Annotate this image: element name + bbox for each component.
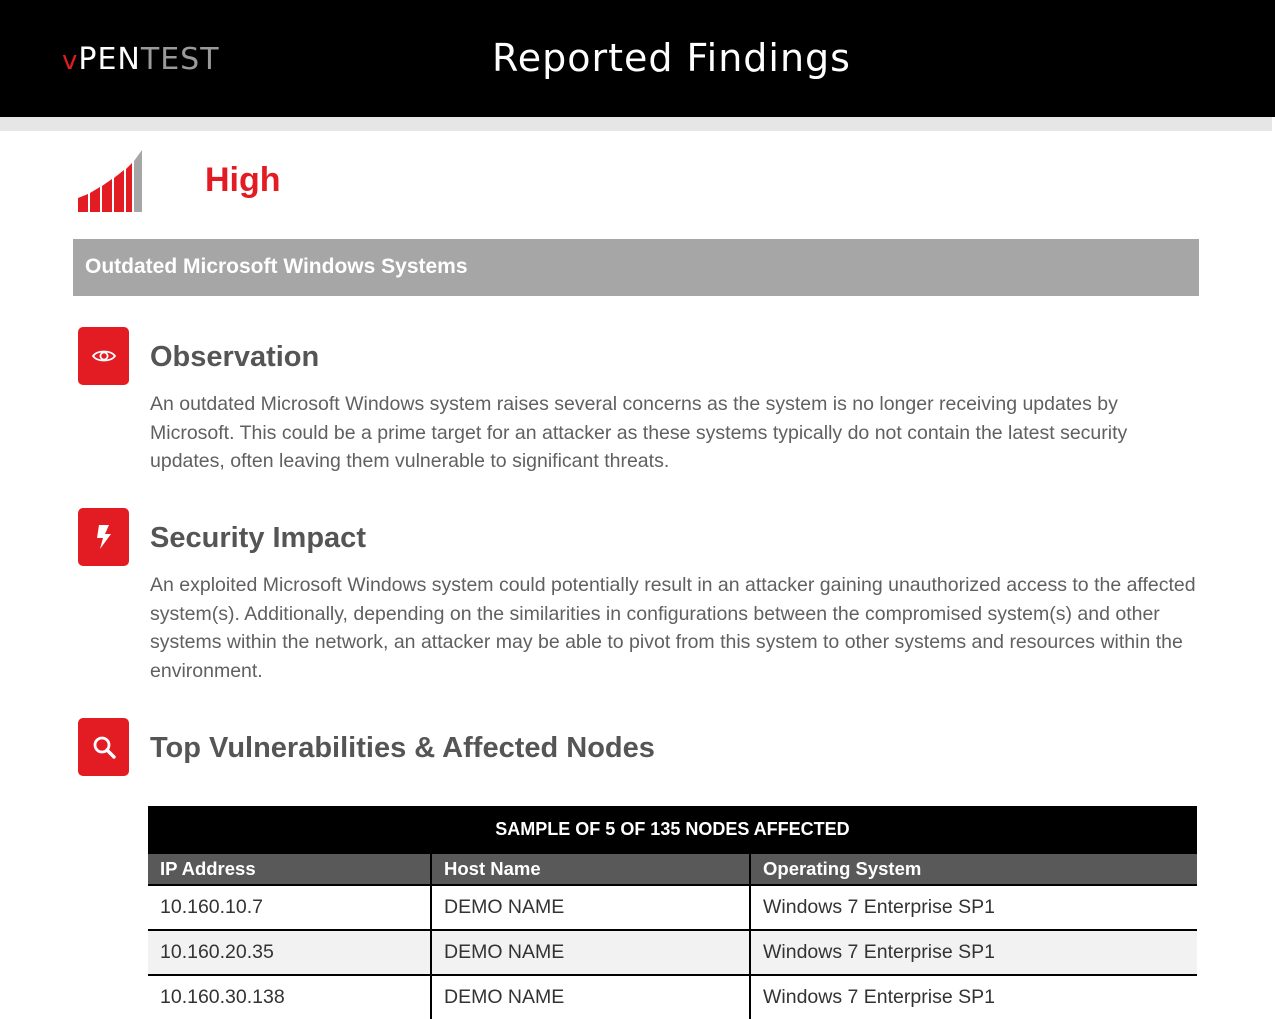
cell-os: Windows 7 Enterprise SP1 — [750, 975, 1197, 1019]
lightning-icon — [78, 508, 129, 566]
logo-v: v — [62, 46, 79, 76]
column-header-host: Host Name — [431, 854, 750, 885]
severity-label: High — [205, 161, 281, 199]
table-row — [148, 930, 1197, 975]
severity-bar-3 — [102, 179, 112, 212]
table-row — [148, 885, 1197, 930]
table-row — [148, 975, 1197, 1019]
lightning-icon-glyph — [90, 523, 118, 551]
column-header-ip: IP Address — [148, 854, 431, 885]
severity-bar-5 — [126, 163, 132, 212]
security-impact-title: Security Impact — [150, 522, 366, 554]
severity-bar-6 — [134, 150, 142, 212]
vpentest-logo — [62, 43, 220, 78]
nodes-table — [148, 854, 1197, 1019]
table-caption: SAMPLE OF 5 OF 135 NODES AFFECTED — [148, 806, 1197, 854]
cell-os: Windows 7 Enterprise SP1 — [750, 930, 1197, 975]
cell-ip: 10.160.10.7 — [148, 885, 431, 930]
security-impact-body: An exploited Microsoft Windows system could potentially result in an attacker gaining unauthorized access to the affected system(s). Additionally, depending on the similarities in configurations between the compromised system(s) and other systems within the network, an attacker may be able to pivot from this system to other systems and resources within the environment. — [150, 574, 1196, 682]
logo-pen: PEN — [78, 42, 141, 77]
finding-title-bar — [73, 239, 1199, 296]
top-vulnerabilities-title: Top Vulnerabilities & Affected Nodes — [150, 732, 655, 764]
eye-icon — [78, 327, 129, 385]
cell-host: DEMO NAME — [431, 885, 750, 930]
page-header — [0, 0, 1275, 117]
table-header-row — [148, 854, 1197, 885]
cell-host: DEMO NAME — [431, 930, 750, 975]
cell-host: DEMO NAME — [431, 975, 750, 1019]
cell-ip: 10.160.20.35 — [148, 930, 431, 975]
cell-os: Windows 7 Enterprise SP1 — [750, 885, 1197, 930]
finding-title: Outdated Microsoft Windows Systems — [85, 255, 468, 278]
observation-body: An outdated Microsoft Windows system raises several concerns as the system is no longer receiving updates by Microsoft. This could be a prime target for an attacker as these systems typically do not contain the latest security updates, often leaving them vulnerable to significant threats. — [150, 393, 1128, 472]
logo-test: TEST — [140, 42, 220, 77]
cell-ip: 10.160.30.138 — [148, 975, 431, 1019]
search-icon-glyph — [90, 733, 118, 761]
eye-icon-glyph — [90, 342, 118, 370]
search-icon — [78, 718, 129, 776]
severity-bar-2 — [90, 187, 100, 212]
column-header-os: Operating System — [750, 854, 1197, 885]
severity-bar-1 — [78, 194, 88, 212]
observation-title: Observation — [150, 341, 320, 373]
header-divider — [0, 117, 1272, 131]
signal-bars-icon — [78, 150, 144, 212]
affected-nodes-table — [148, 806, 1197, 1019]
page-title: Reported Findings — [492, 36, 851, 80]
severity-bar-4 — [114, 170, 124, 212]
